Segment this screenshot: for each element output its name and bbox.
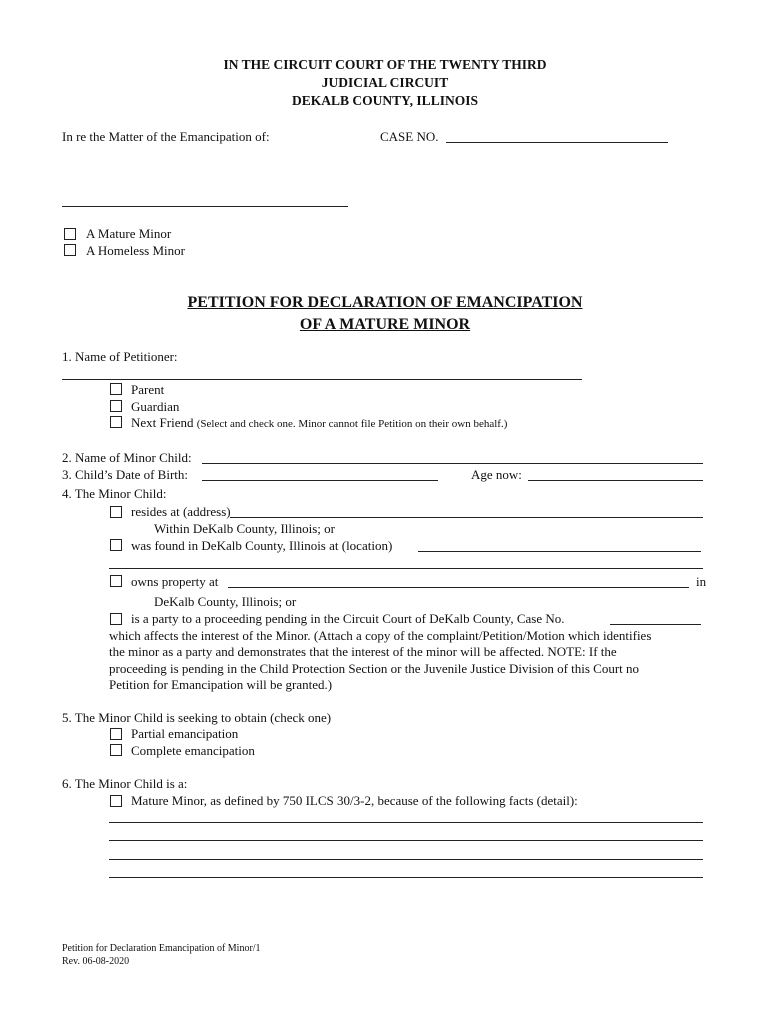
matter-label: In re the Matter of the Emancipation of: — [62, 129, 270, 144]
partial-emancipation-label: Partial emancipation — [131, 726, 239, 741]
mature-minor-facts-checkbox[interactable] — [110, 795, 122, 807]
resides-checkbox[interactable] — [110, 506, 122, 518]
found-location-field-line2[interactable] — [109, 568, 703, 569]
party-paragraph-line2: the minor as a party and demonstrates that the interest of the minor will be affected. NOTE: If the — [109, 644, 617, 659]
dekalb-county-label: DeKalb County, Illinois; or — [154, 594, 297, 609]
resides-address-field[interactable] — [230, 517, 703, 518]
mature-minor-facts-label: Mature Minor, as defined by 750 ILCS 30/3-2, because of the following facts (detail): — [131, 793, 578, 808]
next-friend-label — [131, 415, 507, 432]
complete-emancipation-label: Complete emancipation — [131, 743, 255, 758]
case-no-label: CASE NO. — [380, 129, 439, 144]
parent-checkbox[interactable] — [110, 383, 122, 395]
document-title-line1: PETITION FOR DECLARATION OF EMANCIPATION — [187, 294, 583, 311]
court-header-line1: IN THE CIRCUIT COURT OF THE TWENTY THIRD — [223, 57, 547, 72]
case-no-field[interactable] — [446, 142, 668, 143]
facts-detail-line-3[interactable] — [109, 859, 703, 860]
homeless-minor-label: A Homeless Minor — [86, 243, 185, 258]
partial-emancipation-checkbox[interactable] — [110, 728, 122, 740]
found-location-field[interactable] — [418, 551, 701, 552]
within-dekalb-label: Within DeKalb County, Illinois; or — [154, 521, 335, 536]
pending-case-no-field[interactable] — [610, 624, 701, 625]
party-paragraph-line3: proceeding is pending in the Child Protection Section or the Juvenile Justice Division of this Court no — [109, 661, 640, 676]
section5-label: 5. The Minor Child is seeking to obtain (check one) — [62, 710, 332, 725]
court-header-line3: DEKALB COUNTY, ILLINOIS — [292, 93, 478, 108]
section6-label: 6. The Minor Child is a: — [62, 776, 188, 791]
party-label: is a party to a proceeding pending in the Circuit Court of DeKalb County, Case No. — [131, 611, 565, 626]
footer-revision: Rev. 06-08-2020 — [62, 956, 130, 967]
complete-emancipation-checkbox[interactable] — [110, 744, 122, 756]
age-field[interactable] — [528, 480, 703, 481]
petitioner-name-field[interactable] — [62, 379, 582, 380]
age-label: Age now: — [471, 467, 522, 482]
minor-name-field[interactable] — [62, 206, 348, 207]
section2-label: 2. Name of Minor Child: — [62, 450, 192, 465]
guardian-label: Guardian — [131, 399, 180, 414]
footer-form-name: Petition for Declaration Emancipation of Minor/1 — [62, 943, 261, 954]
section1-label: 1. Name of Petitioner: — [62, 349, 178, 364]
court-header-line2: JUDICIAL CIRCUIT — [321, 75, 449, 90]
party-paragraph-line4: Petition for Emancipation will be granted.) — [109, 677, 333, 692]
facts-detail-line-1[interactable] — [109, 822, 703, 823]
owns-property-label: owns property at — [131, 574, 219, 589]
owns-property-checkbox[interactable] — [110, 575, 122, 587]
resides-label: resides at (address) — [131, 504, 231, 519]
facts-detail-line-2[interactable] — [109, 840, 703, 841]
property-location-field[interactable] — [228, 587, 689, 588]
section4-label: 4. The Minor Child: — [62, 486, 167, 501]
homeless-minor-checkbox[interactable] — [64, 244, 76, 256]
dob-field[interactable] — [202, 480, 438, 481]
found-label: was found in DeKalb County, Illinois at (location) — [131, 538, 393, 553]
next-friend-note: (Select and check one. Minor cannot file Petition on their own behalf.) — [196, 418, 508, 430]
party-checkbox[interactable] — [110, 613, 122, 625]
facts-detail-line-4[interactable] — [109, 877, 703, 878]
guardian-checkbox[interactable] — [110, 400, 122, 412]
parent-label: Parent — [131, 382, 165, 397]
mature-minor-label: A Mature Minor — [86, 226, 172, 241]
found-checkbox[interactable] — [110, 539, 122, 551]
next-friend-checkbox[interactable] — [110, 416, 122, 428]
party-paragraph-line1: which affects the interest of the Minor. (Attach a copy of the complaint/Petition/Motion which identifies — [109, 628, 652, 643]
next-friend-text: Next Friend — [131, 415, 194, 430]
document-title-line2: OF A MATURE MINOR — [299, 316, 471, 333]
mature-minor-checkbox[interactable] — [64, 228, 76, 240]
minor-child-name-field[interactable] — [202, 463, 703, 464]
section3-label: 3. Child’s Date of Birth: — [62, 467, 189, 482]
owns-in-label: in — [696, 574, 707, 589]
